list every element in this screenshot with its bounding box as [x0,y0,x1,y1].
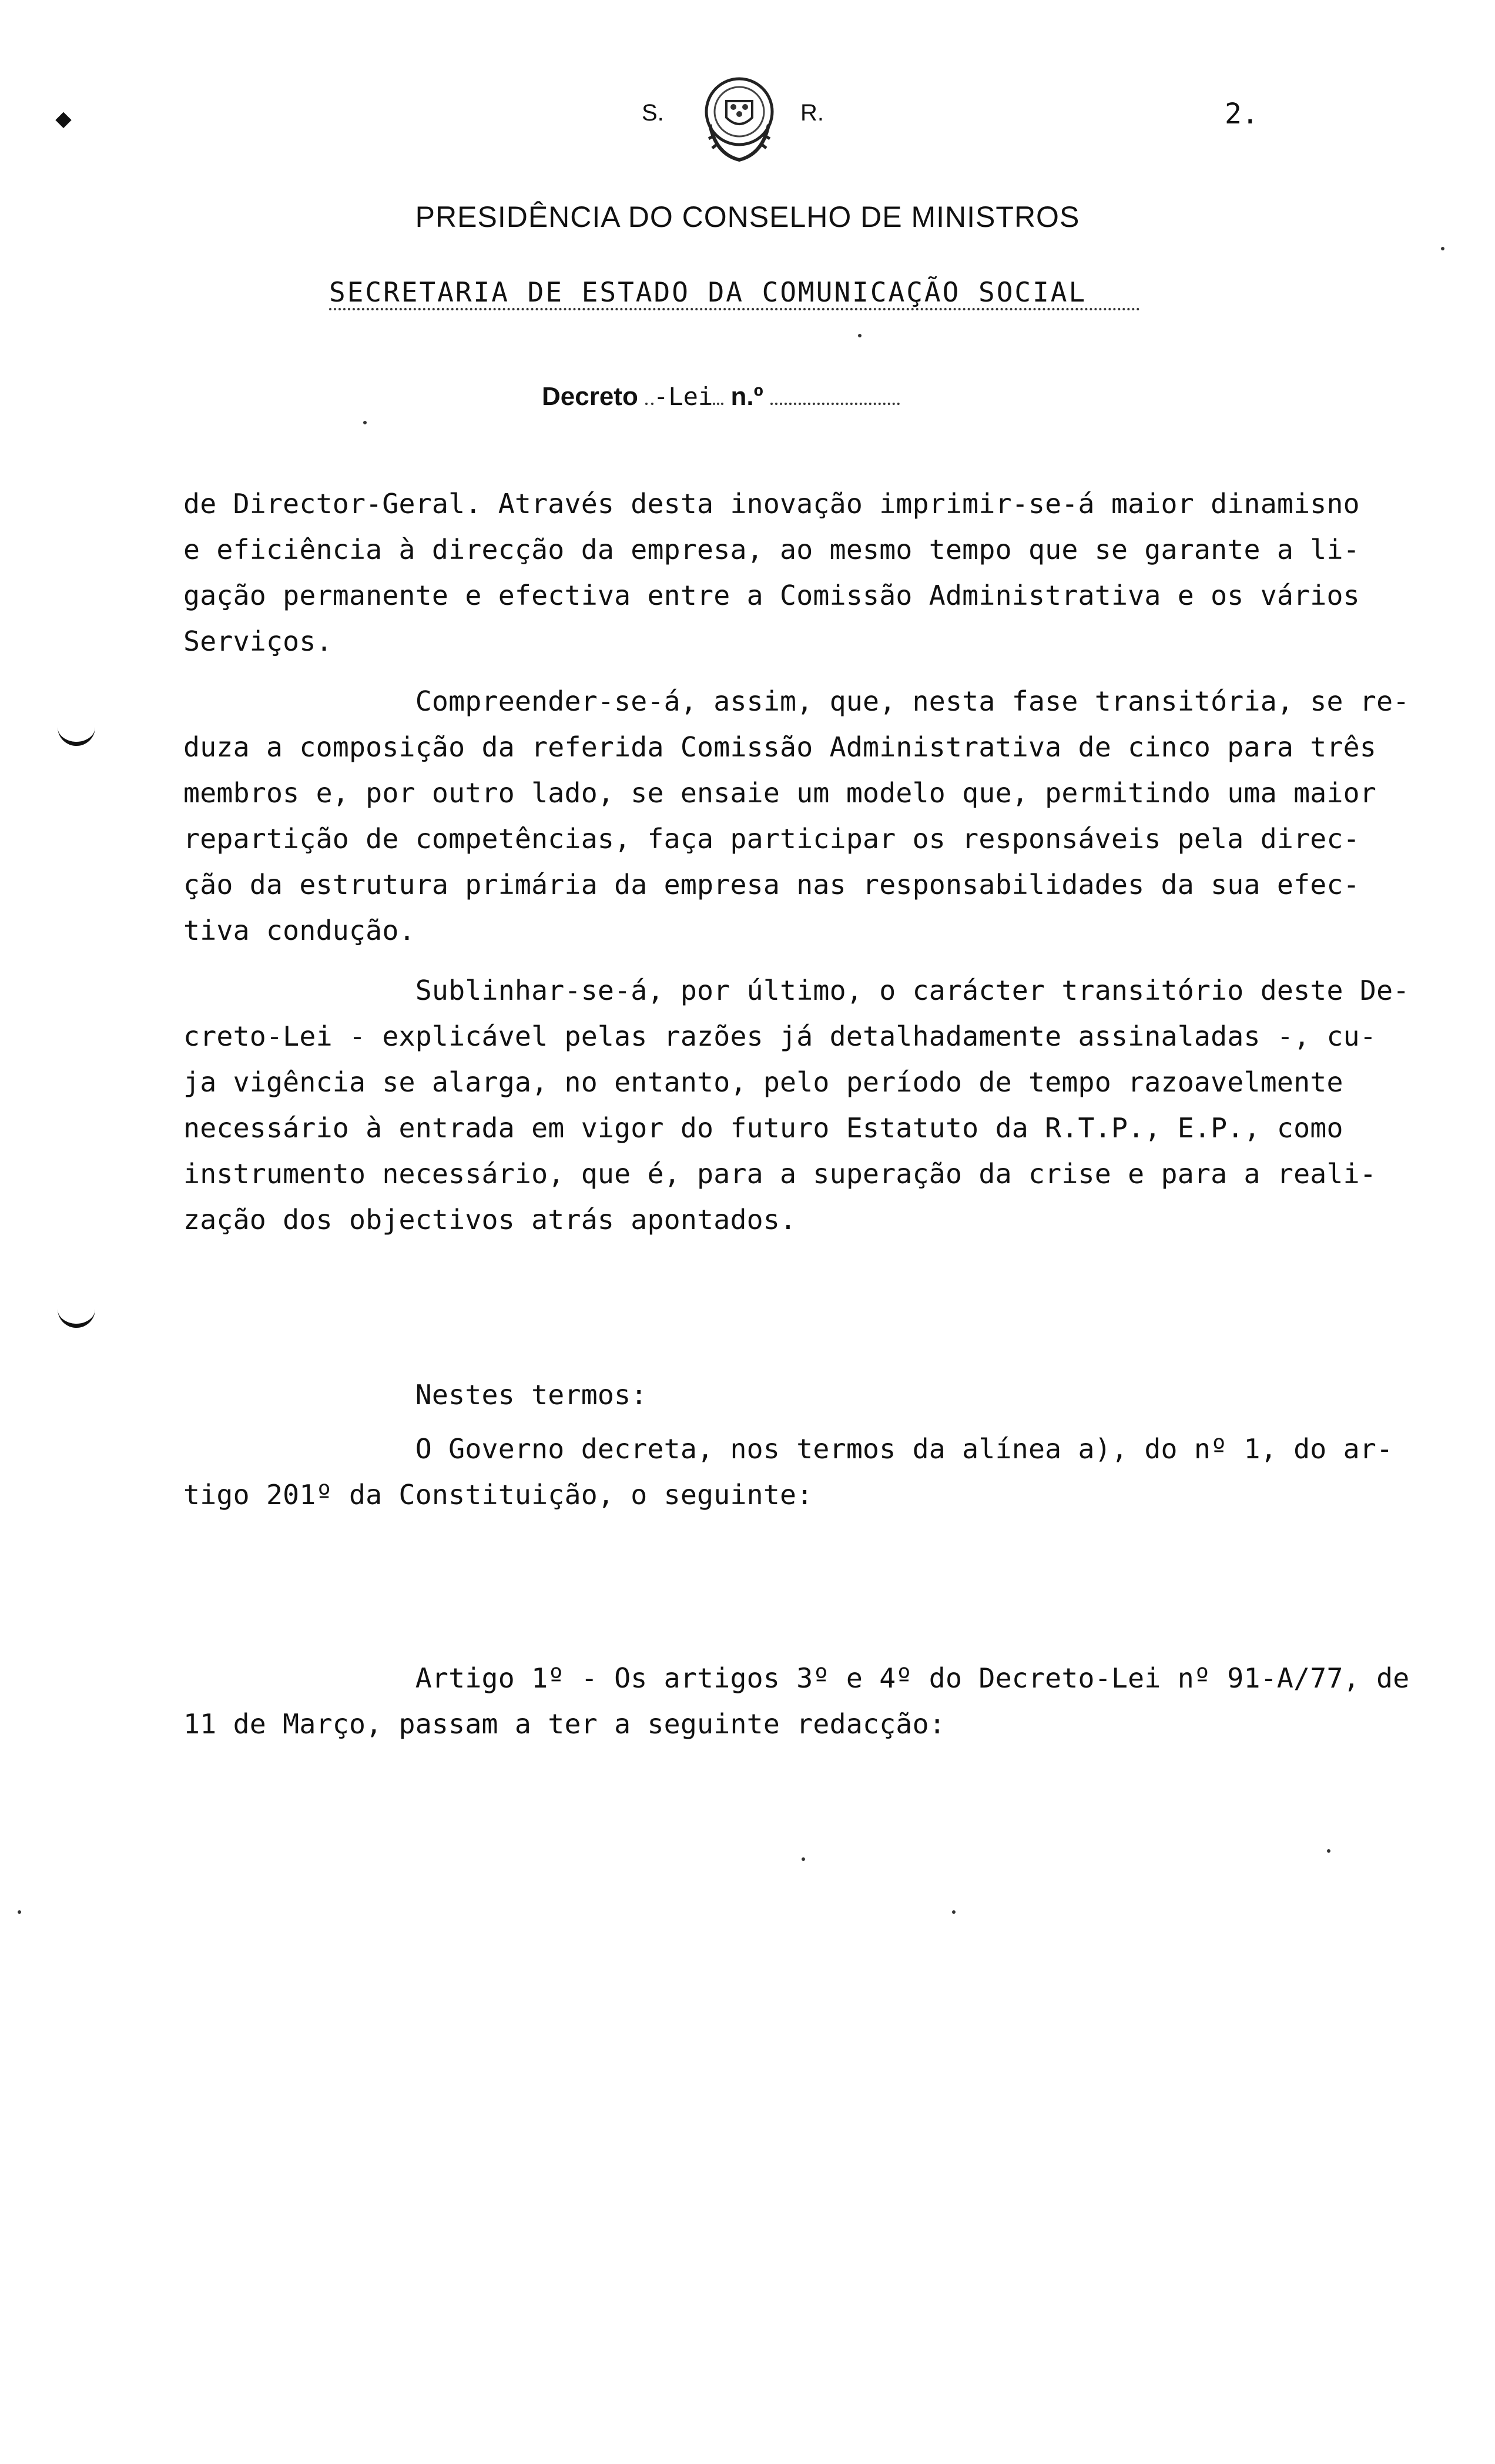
decree-dotted-fill [713,397,723,405]
body-line: duza a composição da referida Comissão Administrativa de cinco para três [183,731,1377,763]
ministry-title: PRESIDÊNCIA DO CONSELHO DE MINISTROS [415,200,1080,233]
scan-speck [952,1910,956,1914]
body-line: tiva condução. [183,915,415,946]
scan-speck [858,334,862,337]
body-line: e eficiência à direcção da empresa, ao mesmo tempo que se garante a li- [183,534,1360,565]
margin-arc-mark [58,722,95,746]
coat-of-arms-seal [692,66,786,172]
body-line: ja vigência se alarga, no entanto, pelo período de tempo razoavelmente [183,1066,1343,1098]
decree-number-line [542,382,900,411]
body-line: instrumento necessário, que é, para a superação da crise e para a reali- [183,1158,1377,1190]
margin-arc-mark [58,1304,95,1328]
body-line: de Director-Geral. Através desta inovação imprimir-se-á maior dinamisno [183,488,1360,520]
margin-mark: ⬥ [55,106,72,132]
body-line: necessário à entrada em vigor do futuro Estatuto da R.T.P., E.P., como [183,1112,1343,1144]
page-number: 2. [1225,98,1259,130]
body-line: zação dos objectivos atrás apontados. [183,1204,797,1236]
secretariat-title: SECRETARIA DE ESTADO DA COMUNICAÇÃO SOCIAL [329,276,1140,310]
decree-label: Decreto [542,382,638,411]
body-line: gação permanente e efectiva entre a Comissão Administrativa e os vários [183,580,1360,611]
scan-speck [1441,247,1444,250]
body-line: membros e, por outro lado, se ensaie um modelo que, permitindo uma maior [183,777,1377,809]
decree-lei-fill: -Lei [653,382,713,411]
body-line: repartição de competências, faça participar os responsáveis pela direc- [183,823,1360,855]
scan-speck [18,1910,21,1914]
body-line: Sublinhar-se-á, por último, o carácter transitório deste De- [183,975,1410,1006]
body-line: 11 de Março, passam a ter a seguinte redacção: [183,1708,946,1740]
header-s-letter: S. [642,100,664,126]
decree-number-blank [770,397,900,405]
scan-speck [363,421,367,424]
body-line: creto-Lei - explicável pelas razões já detalhadamente assinaladas -, cu- [183,1020,1377,1052]
header-r-letter: R. [800,100,824,126]
scan-speck [802,1857,805,1861]
scan-speck [1327,1849,1330,1853]
body-line: Nestes termos: [183,1379,648,1411]
body-line: Compreender-se-á, assim, que, nesta fase transitória, se re- [183,685,1410,717]
body-line: Serviços. [183,625,333,657]
body-line: O Governo decreta, nos termos da alínea a), do nº 1, do ar- [183,1433,1393,1465]
body-line: tigo 201º da Constituição, o seguinte: [183,1479,813,1511]
decree-number-label: n.º [730,382,763,411]
body-line: Artigo 1º - Os artigos 3º e 4º do Decreto-Lei nº 91-A/77, de [183,1662,1410,1694]
body-line: ção da estrutura primária da empresa nas responsabilidades da sua efec- [183,869,1360,900]
decree-dotted-fill [645,397,653,405]
